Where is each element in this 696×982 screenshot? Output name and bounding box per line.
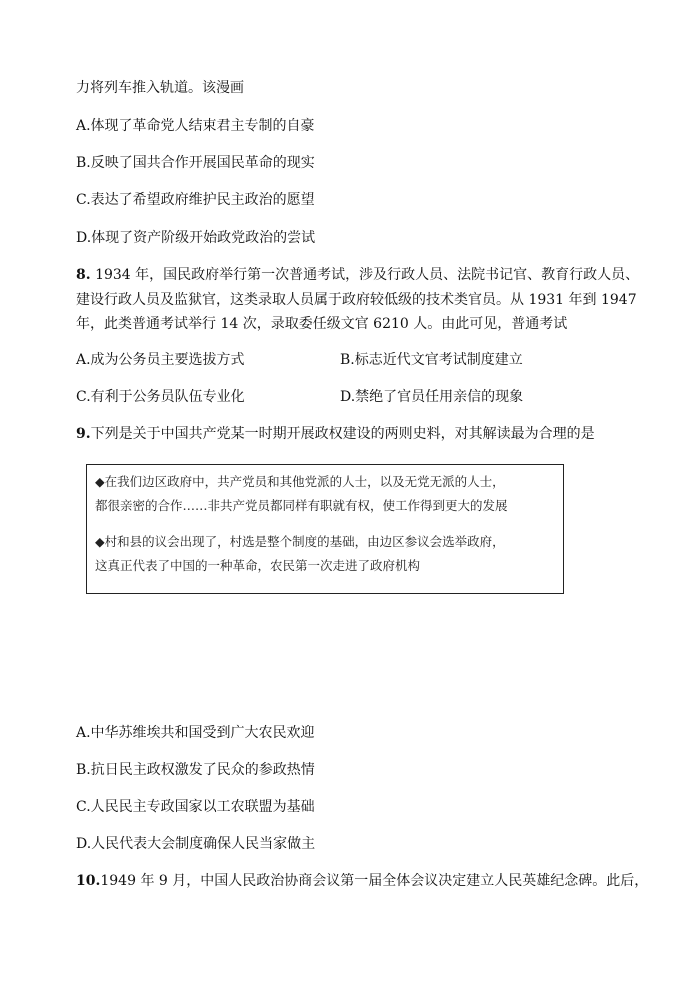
question-10-line xyxy=(76,871,648,891)
question-8-line-1 xyxy=(76,265,639,285)
question-9-number: 9. xyxy=(76,426,91,442)
question-9-option-c: C.人民民主专政国家以工农联盟为基础 xyxy=(76,799,315,815)
prev-option-b: B.反映了国共合作开展国民革命的现实 xyxy=(76,155,315,171)
question-10-stem: 1949 年 9 月，中国人民政治协商会议第一届全体会议决定建立人民英雄纪念碑。此后， xyxy=(100,873,649,889)
question-8-stem-1: 1934 年，国民政府举行第一次普通考试，涉及行政人员、法院书记官、教育行政人员、 xyxy=(90,267,640,283)
quote-line-4: 这真正代表了中国的一种革命，农民第一次走进了政府机构 xyxy=(95,558,421,573)
question-9-line xyxy=(76,424,595,444)
question-9-option-b: B.抗日民主政权激发了民众的参政热情 xyxy=(76,762,315,778)
quote-line-3: ◆村和县的议会出现了，村选是整个制度的基础，由边区参议会选举政府， xyxy=(95,534,505,549)
source-quote-box xyxy=(86,464,564,594)
question-8-option-b: B.标志近代文官考试制度建立 xyxy=(340,352,523,368)
question-9-option-a: A.中华苏维埃共和国受到广大农民欢迎 xyxy=(76,725,315,741)
prev-question-tail: 力将列车推入轨道。该漫画 xyxy=(76,80,244,96)
question-10-number: 10. xyxy=(76,873,101,889)
quote-line-1: ◆在我们边区政府中，共产党员和其他党派的人士，以及无党无派的人士， xyxy=(95,474,505,489)
question-8-option-d: D.禁绝了官员任用亲信的现象 xyxy=(340,389,524,405)
question-8-number: 8. xyxy=(76,267,91,283)
quote-line-2: 都很亲密的合作……非共产党员都同样有职就有权，使工作得到更大的发展 xyxy=(95,498,508,513)
question-8-line-3: 年，此类普通考试举行 14 次，录取委任级文官 6210 人。由此可见，普通考试 xyxy=(76,316,568,332)
question-8-option-c: C.有利于公务员队伍专业化 xyxy=(76,389,245,405)
question-9-option-d: D.人民代表大会制度确保人民当家做主 xyxy=(76,836,316,852)
prev-option-d: D.体现了资产阶级开始政党政治的尝试 xyxy=(76,230,316,246)
prev-option-a: A.体现了革命党人结束君主专制的自豪 xyxy=(76,118,315,134)
question-8-option-a: A.成为公务员主要选拔方式 xyxy=(76,352,245,368)
question-8-line-2: 建设行政人员及监狱官，这类录取人员属于政府较低级的技术类官员。从 1931 年到 1947 xyxy=(76,292,637,308)
prev-option-c: C.表达了希望政府维护民主政治的愿望 xyxy=(76,192,315,208)
question-9-stem: 下列是关于中国共产党某一时期开展政权建设的两则史料，对其解读最为合理的是 xyxy=(90,426,595,442)
